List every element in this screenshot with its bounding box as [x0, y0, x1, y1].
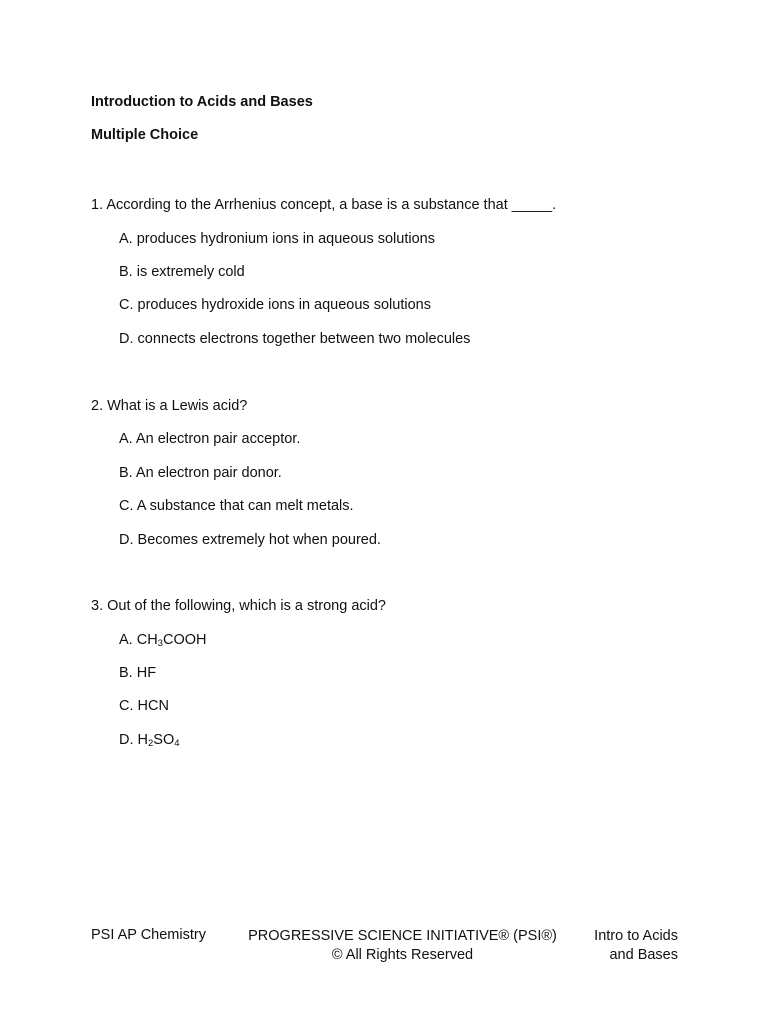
question-3-choice-d: D. $H_2SO_4$ — [119, 732, 180, 749]
question-1-prompt: 1. According to the Arrhenius concept, a base is a substance that _____. — [91, 197, 557, 213]
question-3-prompt: 3. Out of the following, which is a strong acid? — [91, 598, 386, 614]
footer-publisher-name: PROGRESSIVE SCIENCE INITIATIVE® (PSI®) — [248, 928, 557, 944]
question-3-choice-c: C. HCN — [119, 698, 169, 714]
question-2-choice-b: B. An electron pair donor. — [119, 465, 282, 481]
question-3-choice-a: A. $CH_3COOH$ — [119, 632, 207, 649]
question-1-choice-a: A. produces hydronium ions in aqueous solutions — [119, 231, 435, 247]
footer-course: PSI AP Chemistry — [91, 927, 206, 943]
question-1-choice-c: C. produces hydroxide ions in aqueous solutions — [119, 297, 431, 313]
footer-publisher — [240, 927, 565, 965]
question-2-choice-c: C. A substance that can melt metals. — [119, 498, 354, 514]
question-2-prompt: 2. What is a Lewis acid? — [91, 398, 248, 414]
question-1-choice-d: D. connects electrons together between two molecules — [119, 331, 471, 347]
question-1-choice-b: B. is extremely cold — [119, 264, 245, 280]
page-title: Introduction to Acids and Bases — [91, 94, 313, 110]
question-3-choice-b: B. HF — [119, 665, 157, 681]
question-2-choice-a: A. An electron pair acceptor. — [119, 431, 301, 447]
footer-copyright: © All Rights Reserved — [331, 947, 474, 963]
footer-unit-title — [560, 927, 678, 965]
footer-unit-line-2: and Bases — [609, 947, 678, 963]
section-heading: Multiple Choice — [91, 127, 199, 143]
footer-unit-line-1: Intro to Acids — [594, 928, 678, 944]
question-2-choice-d: D. Becomes extremely hot when poured. — [119, 532, 381, 548]
